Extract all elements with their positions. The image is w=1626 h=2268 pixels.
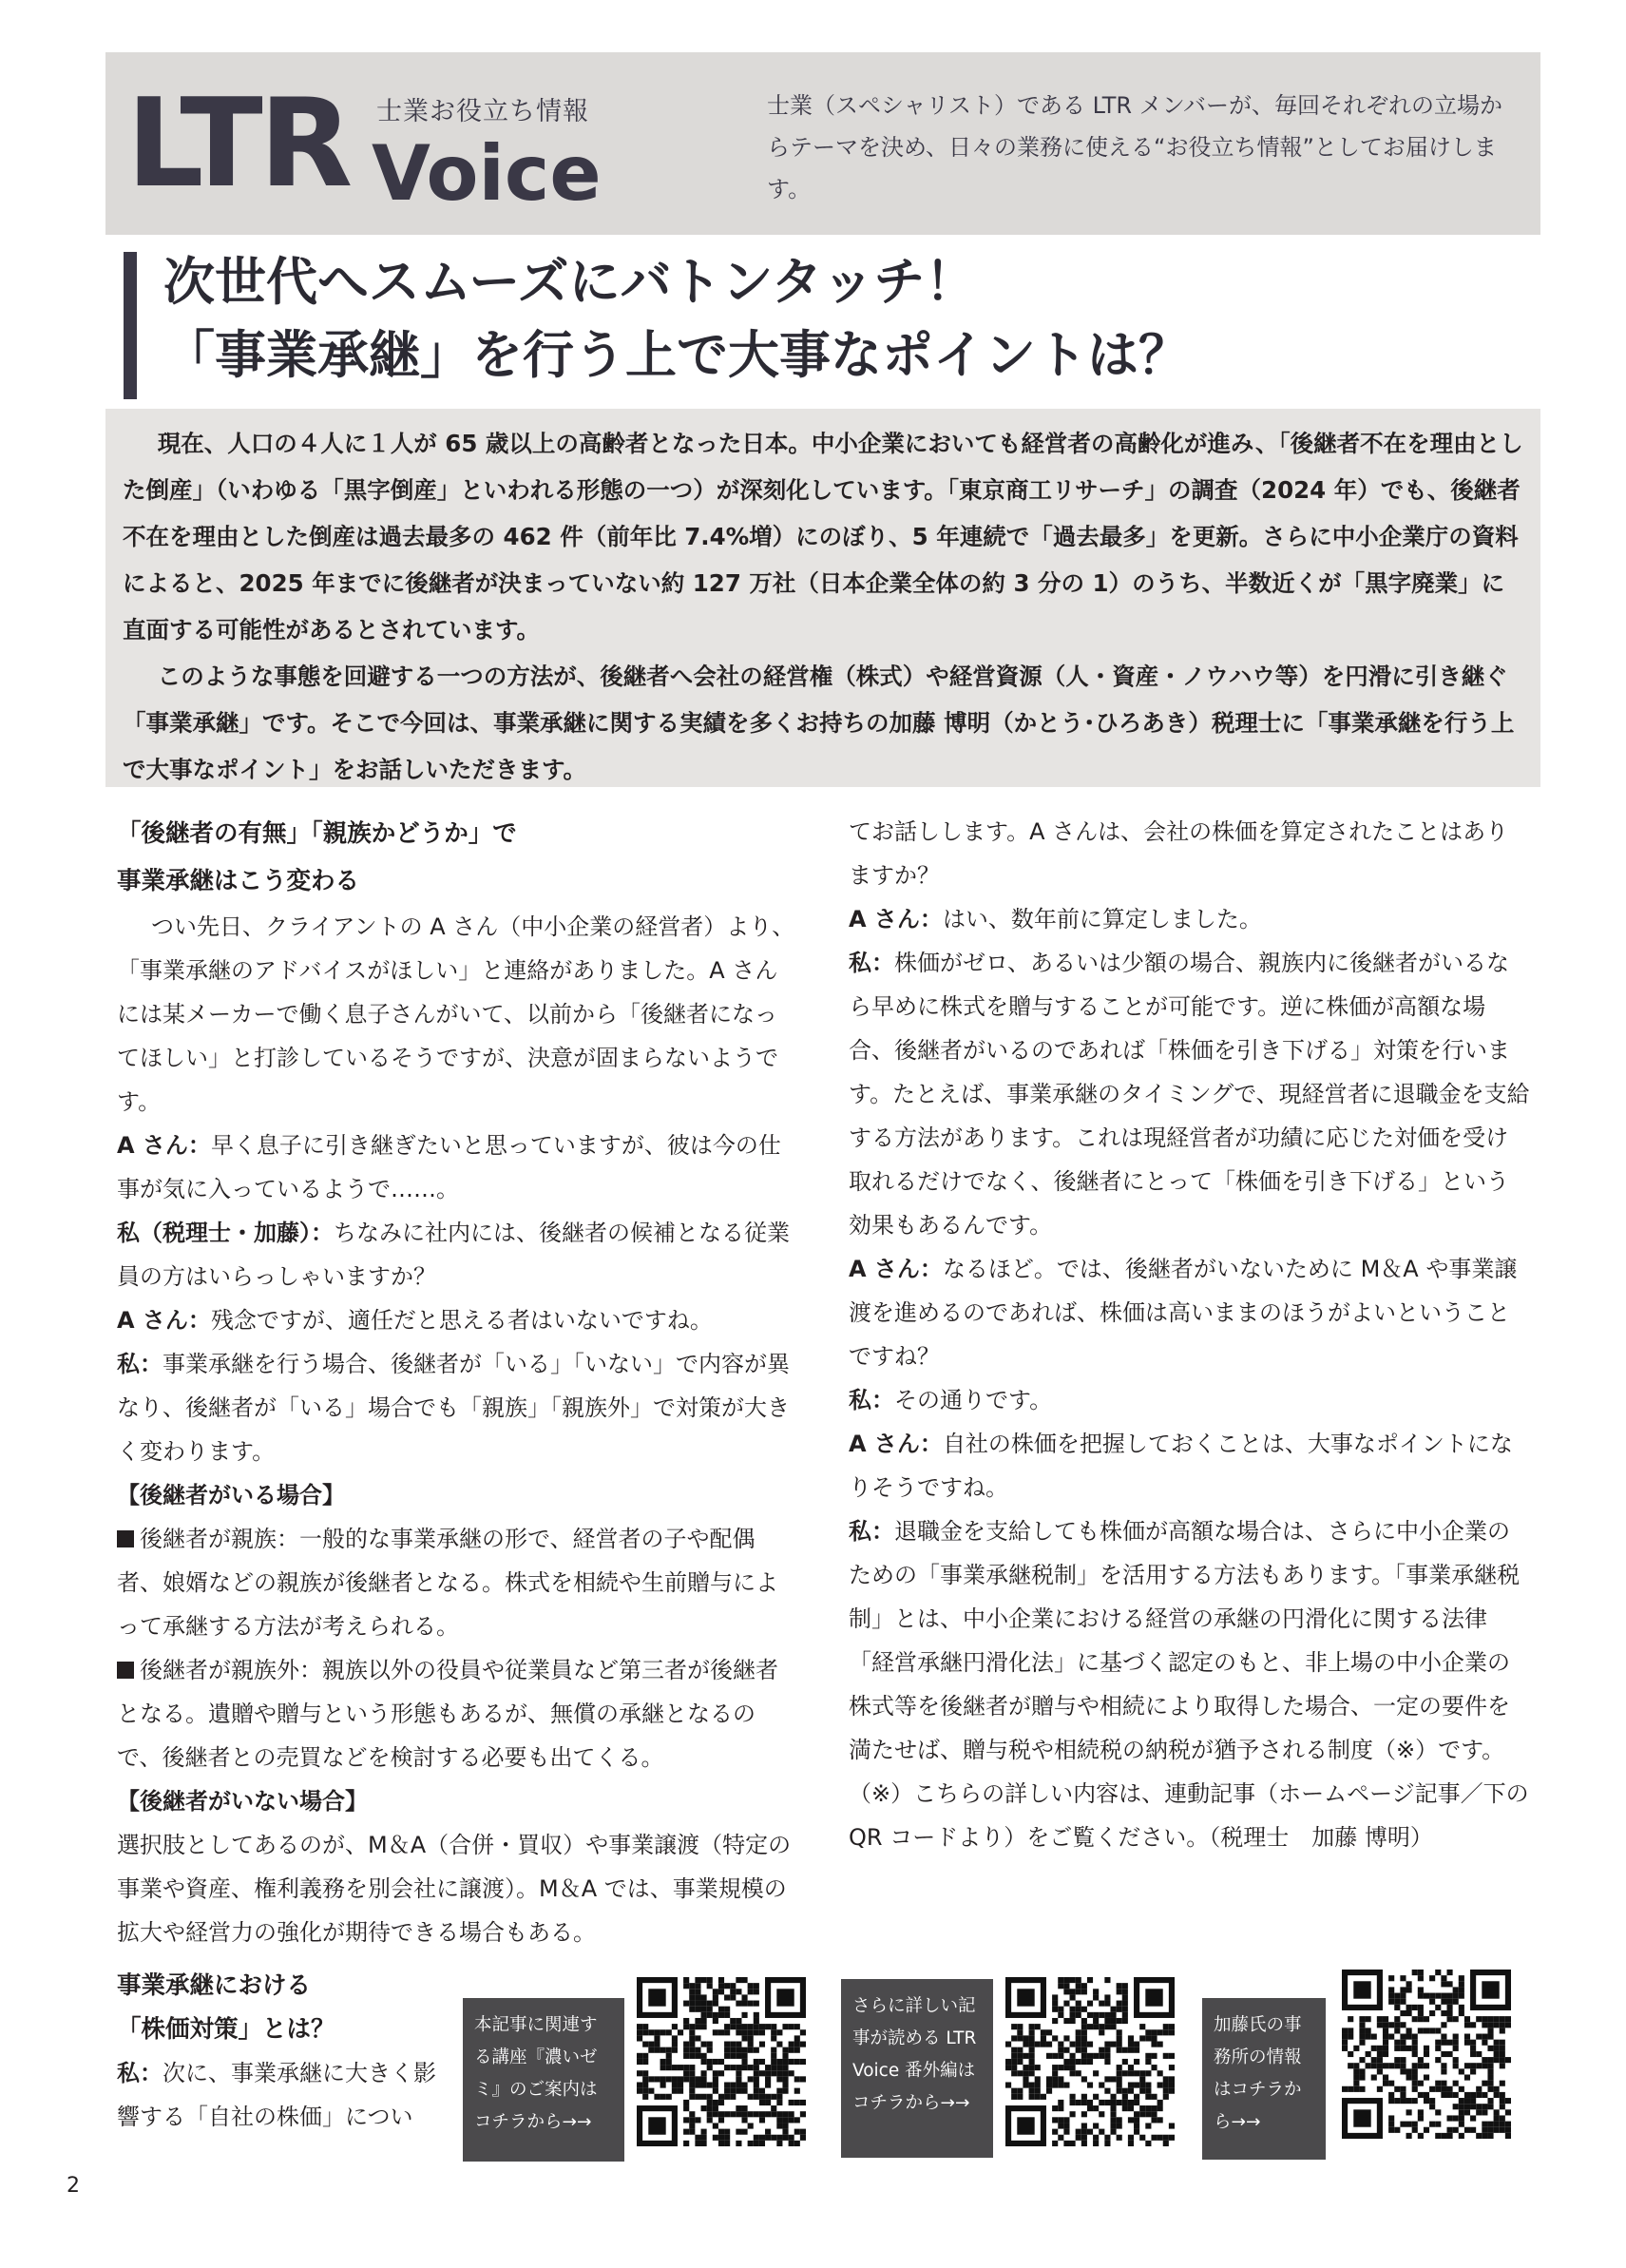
- subsection-heading: 【後継者がいる場合】: [117, 1482, 345, 1509]
- logo-subtitle: 士業お役立ち情報: [376, 97, 589, 126]
- qr-code-office[interactable]: [1342, 1970, 1511, 2139]
- speaker-label: 私：: [849, 1518, 894, 1545]
- dialogue-text: 自社の株価を把握しておくことは、大事なポイントになりそうですね。: [849, 1431, 1513, 1501]
- footnote: （※）こちらの詳しい内容は、連動記事（ホームページ記事／下の QR コードより）をご覧ください。（税理士 加藤 博明）: [849, 1780, 1529, 1851]
- paragraph: つい先日、クライアントの A さん（中小企業の経営者）より、「事業承継のアドバイスがほしい」と連絡がありました。A さんには某メーカーで働く息子さんがいて、以前から「後継者になってほしい」と打診しているそうですが、決意が固まらないようです。: [117, 913, 795, 1115]
- dialogue-text: なるほど。では、後継者がいないために M＆A や事業譲渡を進めるのであれば、株価は高いままのほうがよいということですね？: [849, 1256, 1518, 1370]
- title-line-1: 次世代へスムーズにバトンタッチ！: [163, 252, 977, 312]
- speaker-label: 私：: [117, 1351, 163, 1377]
- article-title: [163, 245, 1532, 392]
- qr-code-extra-article[interactable]: [1005, 1977, 1175, 2146]
- lead-paragraph-2: このような事態を回避する一つの方法が、後継者へ会社の経営権（株式）や経営資源（人・資産・ノウハウ等）を円滑に引き継ぐ「事業承継」です。そこで今回は、事業承継に関する実績を多くお持ちの加藤 博明（かとう･ひろあき）税理士に「事業承継を行う上で大事なポイント」をお話しいただきます。: [123, 663, 1515, 783]
- section-heading-1a: 「後継者の有無」「親族かどうか」で: [117, 819, 517, 848]
- bullet-item: [117, 1648, 798, 1779]
- dialogue-line: [117, 2051, 440, 2139]
- bullet-item: [117, 1517, 798, 1648]
- title-line-2: 「事業承継」を行う上で大事なポイントは？: [163, 325, 1190, 385]
- speaker-label: 私（税理士・加藤）：: [117, 1220, 334, 1246]
- dialogue-line: [849, 1422, 1531, 1509]
- section-heading-1b: 事業承継はこう変わる: [117, 867, 360, 895]
- logo-voice: Voice: [372, 129, 602, 218]
- speaker-label: 私：: [117, 2060, 163, 2086]
- dialogue-text: 残念ですが、適任だと思える者はいないですね。: [210, 1307, 713, 1334]
- section-heading-2b: 「株価対策」とは？: [117, 2015, 335, 2044]
- logo-ltr: LTR: [126, 73, 350, 215]
- speaker-label: A さん：: [117, 1307, 211, 1334]
- left-column: [117, 810, 798, 1954]
- promo-box-seminar: 本記事に関連する講座『濃いゼミ』のご案内はコチラから→→: [463, 1998, 624, 2162]
- title-accent-bar: [124, 252, 137, 399]
- dialogue-line: [849, 1247, 1531, 1378]
- paragraph: てお話しします。A さんは、会社の株価を算定されたことはありますか？: [849, 818, 1509, 889]
- speaker-label: 私：: [849, 1387, 894, 1413]
- speaker-label: A さん：: [849, 906, 943, 932]
- dialogue-line: [849, 897, 1531, 941]
- subsection-heading: 【後継者がいない場合】: [117, 1788, 368, 1815]
- lead-paragraph-1: 現在、人口の４人に１人が 65 歳以上の高齢者となった日本。中小企業においても経営者の高齢化が進み、「後継者不在を理由とした倒産」（いわゆる「黒字倒産」といわれる形態の一つ）が深刻化しています。「東京商工リサーチ」の調査（2024 年）でも、後継者不在を理由とした倒産は過去最多の 462 件（前年比 7.4%増）にのぼり、5 年連続で「過去最多」を更新。さらに中小企業庁の資料によると、2025 年までに後継者が決まっていない約 127 万社（日本企業全体の約 3 分の 1）のうち、半数近くが「黒字廃業」に直面する可能性があるとされています。: [123, 430, 1523, 644]
- paragraph: 選択肢としてあるのが、M＆A（合併・買収）や事業譲渡（特定の事業や資産、権利義務を別会社に譲渡）。M＆A では、事業規模の拡大や経営力の強化が期待できる場合もある。: [117, 1832, 792, 1946]
- dialogue-text: 株価がゼロ、あるいは少額の場合、親族内に後継者がいるなら早めに株式を贈与することが可能です。逆に株価が高額な場合、後継者がいるのであれば「株価を引き下げる」対策を行います。たとえば、事業承継のタイミングで、現経営者に退職金を支給する方法があります。これは現経営者が功績に応じた対価を受け取れるだけでなく、後継者にとって「株価を引き下げる」という効果もあるんです。: [849, 950, 1530, 1239]
- page-number: 2: [67, 2174, 80, 2198]
- header-banner: [105, 52, 1540, 235]
- speaker-label: A さん：: [117, 1132, 211, 1159]
- dialogue-text: 退職金を支給しても株価が高額な場合は、さらに中小企業のための「事業承継税制」を活用する方法もあります。「事業承継税制」とは、中小企業における経営の承継の円滑化に関する法律「経営承継円滑化法」に基づく認定のもと、非上場の中小企業の株式等を後継者が贈与や相続により取得した場合、一定の要件を満たせば、贈与税や相続税の納税が猶予される制度（※）です。: [849, 1518, 1521, 1763]
- bullet-text: 親族以外の役員や従業員など第三者が後継者となる。遺贈や贈与という形態もあるが、無償の承継となるので、後継者との売買などを検討する必要も出てくる。: [117, 1657, 778, 1771]
- square-bullet-icon: [117, 1662, 134, 1679]
- dialogue-text: 早く息子に引き継ぎたいと思っていますが、彼は今の仕事が気に入っているようで……。: [117, 1132, 781, 1202]
- speaker-label: A さん：: [849, 1431, 943, 1457]
- stock-section: [117, 1964, 440, 2139]
- dialogue-line: [849, 1509, 1531, 1772]
- dialogue-text: 事業承継を行う場合、後継者が「いる」「いない」で内容が異なり、後継者が「いる」場合でも「親族」「親族外」で対策が大きく変わります。: [117, 1351, 790, 1465]
- qr-code-seminar[interactable]: [637, 1977, 806, 2146]
- bullet-label: 後継者が親族：: [140, 1526, 299, 1552]
- bullet-label: 後継者が親族外：: [140, 1657, 322, 1683]
- section-heading-2a: 事業承継における: [117, 1971, 312, 2000]
- dialogue-line: [849, 941, 1531, 1247]
- dialogue-text: はい、数年前に算定しました。: [942, 906, 1262, 932]
- dialogue-line: [117, 1298, 798, 1342]
- dialogue-line: [117, 1124, 798, 1211]
- dialogue-line: [849, 1378, 1531, 1422]
- promo-box-office: 加藤氏の事務所の情報はコチラから→→: [1202, 1998, 1326, 2160]
- lead-box: [105, 409, 1540, 787]
- dialogue-text: その通りです。: [894, 1387, 1053, 1413]
- square-bullet-icon: [117, 1530, 134, 1547]
- right-column: [849, 810, 1531, 1859]
- promo-box-extra-article: さらに詳しい記事が読める LTR Voice 番外編はコチラから→→: [841, 1979, 993, 2158]
- dialogue-text: 次に、事業承継に大きく影響する「自社の株価」につい: [117, 2060, 436, 2130]
- header-intro: 士業（スペシャリスト）である LTR メンバーが、毎回それぞれの立場からテーマを決め、日々の業務に使える“お役立ち情報”としてお届けします。: [767, 92, 1503, 202]
- speaker-label: 私：: [849, 950, 894, 976]
- speaker-label: A さん：: [849, 1256, 943, 1282]
- bullet-text: 一般的な事業承継の形で、経営者の子や配偶者、娘婿などの親族が後継者となる。株式を相続や生前贈与によって承継する方法が考えられる。: [117, 1526, 778, 1640]
- dialogue-line: [117, 1342, 798, 1473]
- dialogue-line: [117, 1211, 798, 1298]
- dialogue-text: ちなみに社内には、後継者の候補となる従業員の方はいらっしゃいますか？: [117, 1220, 790, 1290]
